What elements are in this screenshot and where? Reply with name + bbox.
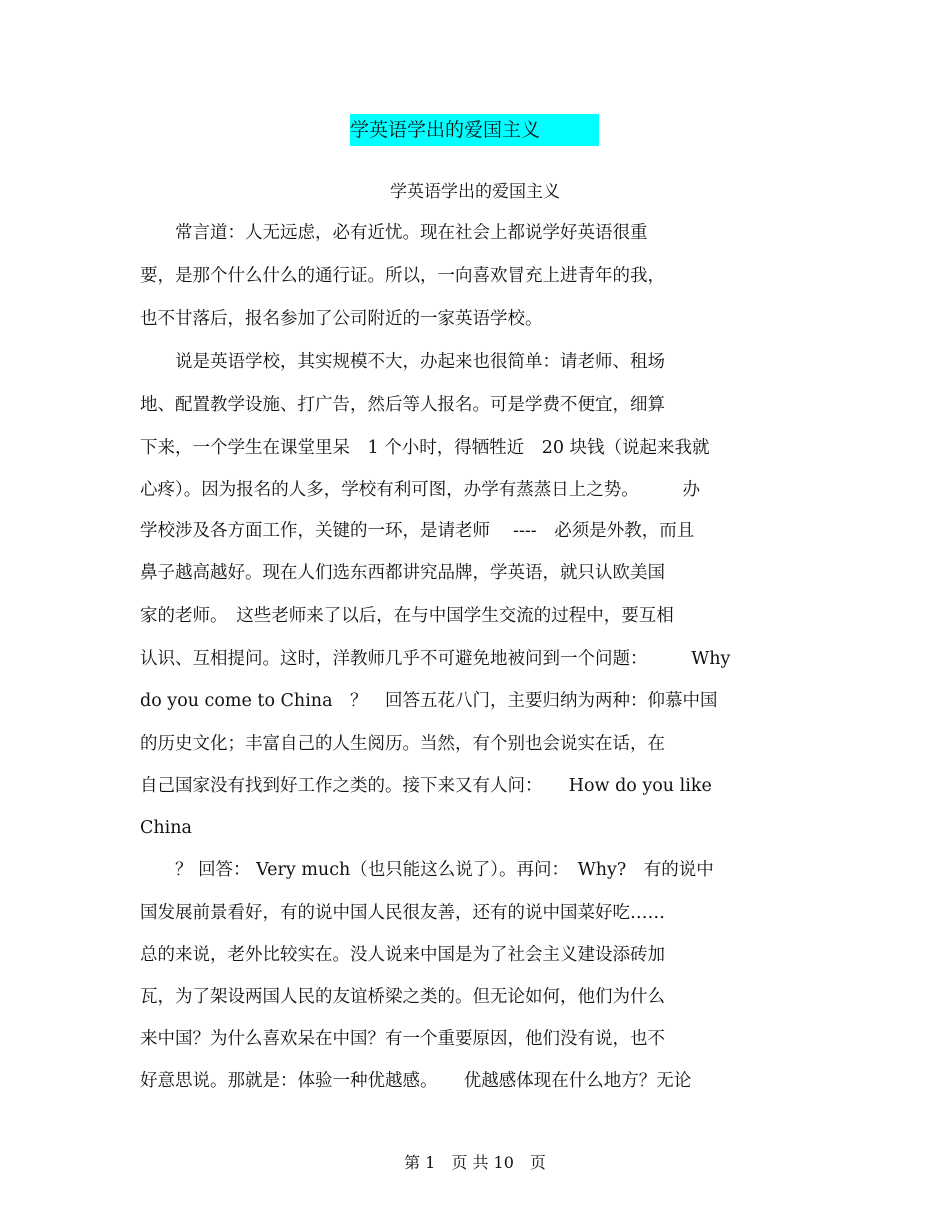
body-line: 国发展前景看好，有的说中国人民很友善，还有的说中国菜好吃…… [140, 903, 665, 923]
body-line: 常言道：人无远虑，必有近忧。现在社会上都说学好英语很重 [140, 223, 648, 243]
body-line: 也不甘落后，报名参加了公司附近的一家英语学校。 [140, 309, 543, 329]
body-line: 学校涉及各方面工作，关键的一环，是请老师 ---- 必须是外教，而且 [140, 521, 695, 541]
body-line: 瓦，为了架设两国人民的友谊桥梁之类的。但无论如何，他们为什么 [140, 987, 665, 1007]
body-line: 总的来说，老外比较实在。没人说来中国是为了社会主义建设添砖加 [140, 945, 665, 965]
body-line: 自己国家没有找到好工作之类的。接下来又有人问： How do you like [140, 776, 712, 796]
body-line: 的历史文化；丰富自己的人生阅历。当然，有个别也会说实在话，在 [140, 734, 665, 754]
body-line: 心疼）。因为报名的人多，学校有利可图，办学有蒸蒸日上之势。 办 [140, 480, 700, 500]
document-title: 学英语学出的爱国主义 [350, 114, 599, 146]
body-line: 认识、互相提问。这时，洋教师几乎不可避免地被问到一个问题： Why [140, 649, 731, 669]
document-subtitle: 学英语学出的爱国主义 [390, 182, 560, 202]
page-footer: 第 1 页 共 10 页 [404, 1153, 546, 1172]
body-line: 地、配置教学设施、打广告，然后等人报名。可是学费不便宜，细算 [140, 395, 665, 415]
body-line: 要，是那个什么什么的通行证。所以，一向喜欢冒充上进青年的我， [140, 266, 665, 286]
body-line: 鼻子越高越好。现在人们选东西都讲究品牌，学英语，就只认欧美国 [140, 563, 665, 583]
body-line: China [140, 818, 192, 838]
body-line: 家的老师。 这些老师来了以后，在与中国学生交流的过程中，要互相 [140, 606, 674, 626]
body-line: do you come to China ？ 回答五花八门，主要归纳为两种：仰慕中国 [140, 691, 718, 711]
body-line: 来中国？为什么喜欢呆在中国？有一个重要原因，他们没有说，也不 [140, 1029, 665, 1049]
body-line: 说是英语学校，其实规模不大，办起来也很简单：请老师、租场 [140, 352, 665, 372]
body-line: 好意思说。那就是：体验一种优越感。 优越感体现在什么地方？无论 [140, 1071, 692, 1091]
body-line: 下来，一个学生在课堂里呆 1 个小时，得牺牲近 20 块钱（说起来我就 [140, 438, 710, 458]
body-line: ？ 回答： Very much（也只能这么说了）。再问： Why? 有的说中 [140, 860, 714, 880]
